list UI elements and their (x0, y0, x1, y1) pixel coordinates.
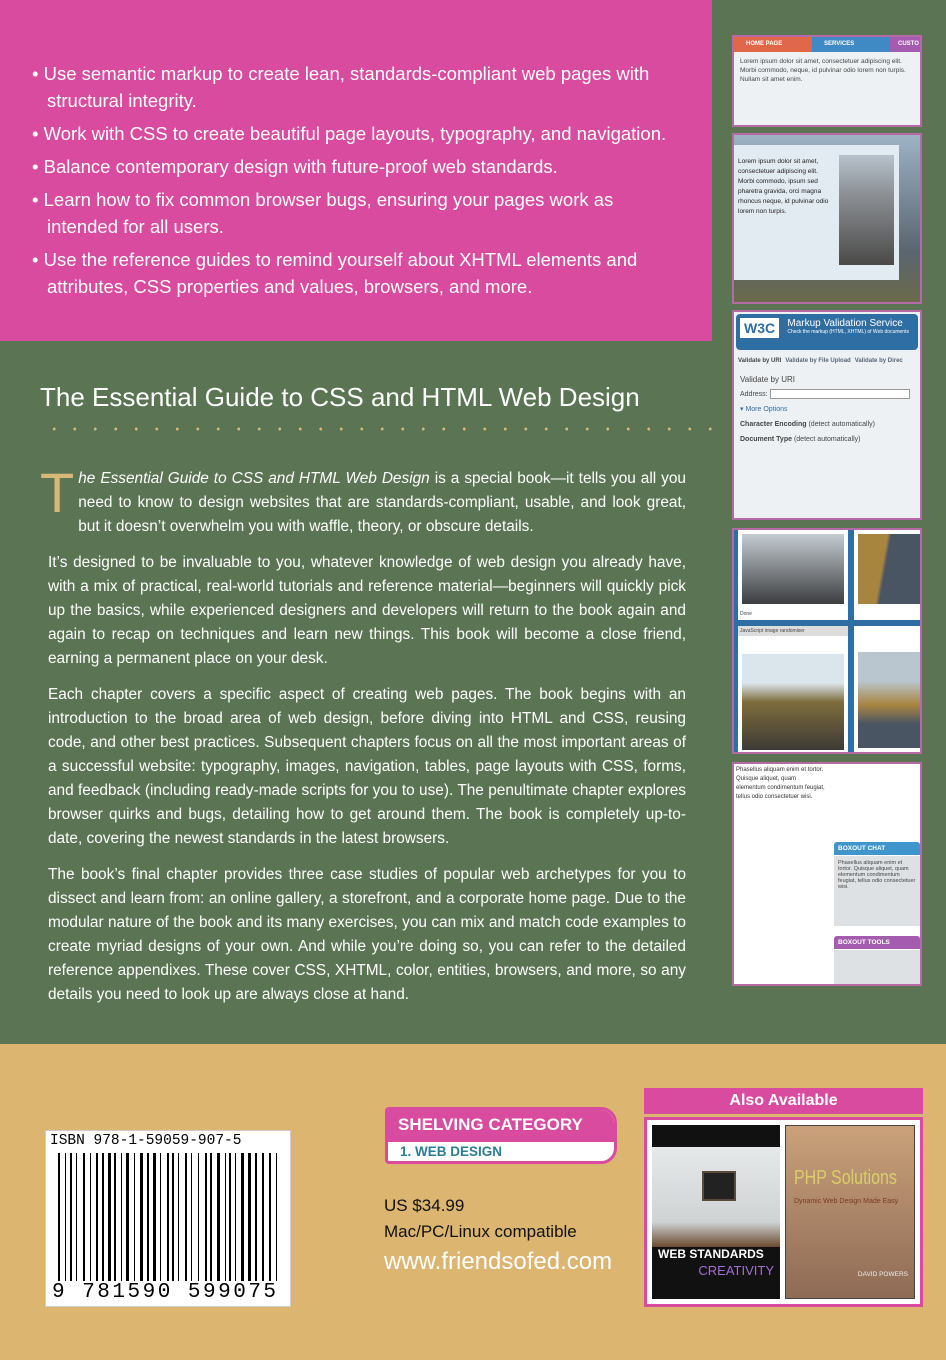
barcode-bar (253, 1153, 254, 1281)
paragraph: It’s designed to be invaluable to you, whatever knowledge of web design you already have, with a mix of practical, real-world tutorials and reference material—beginners will quickly pick up the basics, while experienced designers and developers will return to the book again and again to recap on techniques and learn new things. This book will become a close friend, earning a permanent place on your desk. (48, 554, 686, 667)
barcode-bar (276, 1153, 277, 1281)
barcode-bar (185, 1153, 187, 1281)
address-label: Address: (740, 391, 768, 398)
book2-title: PHP Solutions (794, 1167, 897, 1189)
thumb-text: Lorem ipsum dolor sit amet, consectetuer adipiscing elit. Morbi commodo, ipsum sed pharetra gravida, orci magna rhoncus neque, id pulvinar odio lorem non turpis. (738, 158, 829, 215)
barcode-bar (214, 1153, 216, 1281)
tab-home: HOME PAGE (734, 37, 812, 52)
features-panel (0, 0, 712, 341)
barcode-bar (114, 1153, 116, 1281)
barcode-bar (150, 1153, 152, 1281)
feature-item: • Learn how to fix common browser bugs, ensuring your pages work as intended for all users. (32, 189, 614, 237)
tab-file-upload: Validate by File Upload (785, 358, 851, 364)
barcode-bar (160, 1153, 161, 1281)
barcode-bar (130, 1153, 133, 1281)
barcode-bar (210, 1153, 212, 1281)
book-cover-php-solutions (785, 1125, 915, 1299)
barcode-bars (58, 1153, 280, 1281)
book2-subtitle: Dynamic Web Design Made Easy (794, 1198, 899, 1205)
barcode-bar (100, 1153, 101, 1281)
feature-item: • Work with CSS to create beautiful page layouts, typography, and navigation. (32, 123, 667, 144)
barcode-bar (105, 1153, 106, 1281)
tab-direct: Validate by Direc (854, 358, 903, 364)
barcode-bar (217, 1153, 220, 1281)
barcode-bar (102, 1153, 104, 1281)
encoding-value: (detect automatically) (808, 421, 875, 428)
boxout-tools: BOXOUT TOOLS (834, 936, 920, 949)
barcode-bar (73, 1153, 75, 1281)
barcode-bar (70, 1153, 72, 1281)
book1-title: WEB STANDARDS (658, 1247, 764, 1261)
boxout-text: Phasellus aliquam enim et tortor. Quisque aliquet, quam elementum condimentum feugiat, tellus odio consectetuer wisi. (834, 856, 920, 926)
publisher-url[interactable]: www.friendsofed.com (384, 1248, 613, 1275)
validator-title: Markup Validation Service (787, 318, 903, 329)
barcode-bar (258, 1153, 260, 1281)
screenshot-tabs (732, 35, 922, 127)
barcode-bar (205, 1153, 207, 1281)
screenshot-image-randomiser (732, 528, 922, 754)
barcode-bar (134, 1153, 135, 1281)
barcode-bar (269, 1153, 271, 1281)
validator-subtitle: Check the markup (HTML, XHTML) of Web documents (787, 329, 909, 335)
barcode-bar (140, 1153, 143, 1281)
price-block (384, 1193, 577, 1245)
barcode-bar (172, 1153, 174, 1281)
also-available (644, 1088, 923, 1308)
barcode-bar (92, 1153, 95, 1281)
barcode-bar (248, 1153, 251, 1281)
title-italic: he Essential Guide to CSS and HTML Web Design (78, 470, 430, 487)
barcode-bar (245, 1153, 247, 1281)
isbn-text: ISBN 978-1-59059-907-5 (50, 1133, 242, 1149)
paragraph: The book’s final chapter provides three case studies of popular web archetypes for you to dissect and learn from: an online gallery, a storefront, and a corporate home page. Due to the modular nature of the book and its many exercises, you can mix and match code examples to create myriad designs of your own. And while you’re doing so, you can refer to the detailed reference appendixes. These cover CSS, XHTML, color, entities, browsers, and more, so any details you need to look up are always close at hand. (48, 866, 686, 1003)
barcode-bar (225, 1153, 226, 1281)
barcode-bar (233, 1153, 234, 1281)
barcode-bar (198, 1153, 199, 1281)
book1-subtitle: CREATIVITY (698, 1263, 774, 1278)
screenshot-w3c-validator (732, 310, 922, 520)
boxout-chat: BOXOUT CHAT (834, 842, 920, 855)
tab-custom: CUSTO (890, 37, 920, 52)
screenshot-boxouts (732, 762, 922, 986)
barcode-bar (121, 1153, 122, 1281)
barcode-bar (158, 1153, 159, 1281)
paragraph: is a special book—it tells you all you need to know to design websites that are standards-compliant, usable, and look great, but it doesn’t overwhelm you with waffle, theory, or obscure details. (78, 470, 686, 535)
barcode-bar (112, 1153, 113, 1281)
barcode-bar (153, 1153, 156, 1281)
barcode-bar (137, 1153, 139, 1281)
barcode-bar (191, 1153, 192, 1281)
validate-heading: Validate by URI (740, 375, 795, 384)
feature-item: • Use semantic markup to create lean, standards-compliant web pages with structural integrity. (32, 63, 650, 111)
barcode-bar (178, 1153, 179, 1281)
barcode-bar (180, 1153, 183, 1281)
book2-author: DAVID POWERS (857, 1271, 908, 1278)
screenshot-overlay (732, 133, 922, 304)
barcode-bar (194, 1153, 197, 1281)
compatibility: Mac/PC/Linux compatible (384, 1222, 577, 1241)
tab-validate-uri: Validate by URI (738, 358, 782, 364)
feature-item: • Use the reference guides to remind yourself about XHTML elements and attributes, CSS properties and values, browsers, and more. (32, 249, 638, 297)
shelving-value: 1. WEB DESIGN (400, 1144, 503, 1159)
window-title: JavaScript image randomiser (738, 626, 848, 636)
barcode-bar (144, 1153, 145, 1281)
barcode-bar (265, 1153, 268, 1281)
barcode-bar (79, 1153, 82, 1281)
barcode-bar (86, 1153, 88, 1281)
isbn-barcode (45, 1130, 291, 1307)
barcode-bar (273, 1153, 275, 1281)
encoding-label: Character Encoding (740, 421, 807, 428)
shelving-heading: SHELVING CATEGORY (388, 1110, 614, 1142)
doctype-label: Document Type (740, 436, 792, 443)
barcode-bar (167, 1153, 169, 1281)
drop-cap: T (40, 461, 75, 524)
barcode-bar (237, 1153, 239, 1281)
barcode-bar (262, 1153, 264, 1281)
paragraph: Each chapter covers a specific aspect of creating web pages. The book begins with an introduction to the broad area of web design, before diving into HTML and CSS, reusing code, and other best practices. Subsequent chapters focus on all the most important areas of a successful website: typography, images, navigation, tables, page layouts with CSS, forms, and feedback (including ready-made scripts for you to use). The penultimate chapter explores browser quirks and bugs, detailing how to get around them. The book is completely up-to-date, covering the newest standards in the latest browsers. (48, 686, 686, 847)
also-available-heading: Also Available (644, 1088, 923, 1114)
barcode-bar (200, 1153, 203, 1281)
barcode-bar (221, 1153, 223, 1281)
w3c-logo: W3C (740, 318, 779, 338)
shelving-category (385, 1107, 617, 1164)
book-cover-web-standards (652, 1125, 780, 1299)
barcode-bar (65, 1153, 66, 1281)
tab-services: SERVICES (812, 37, 890, 52)
barcode-bar (123, 1153, 124, 1281)
landscape-photo (839, 155, 894, 265)
price: US $34.99 (384, 1196, 465, 1215)
barcode-bar (83, 1153, 85, 1281)
description-text (40, 461, 686, 1019)
ean-number: 9 781590 599075 (52, 1281, 279, 1304)
barcode-bar (118, 1153, 120, 1281)
barcode-bar (62, 1153, 64, 1281)
barcode-bar (76, 1153, 77, 1281)
barcode-bar (208, 1153, 209, 1281)
dotted-divider (44, 426, 716, 432)
feature-list (32, 60, 672, 306)
barcode-bar (147, 1153, 149, 1281)
barcode-bar (162, 1153, 165, 1281)
barcode-bar (227, 1153, 228, 1281)
doctype-value: (detect automatically) (793, 436, 861, 443)
feature-item: • Balance contemporary design with future-proof web standards. (32, 156, 558, 177)
barcode-bar (176, 1153, 177, 1281)
barcode-bar (229, 1153, 231, 1281)
barcode-bar (255, 1153, 257, 1281)
book-title: The Essential Guide to CSS and HTML Web Design (40, 382, 640, 412)
barcode-bar (188, 1153, 190, 1281)
thumb-text: Phasellus aliquam enim et tortor. Quisque aliquet, quam elementum condimentum feugiat, tellus odio consectetuer wisi. (736, 767, 825, 800)
barcode-bar (170, 1153, 171, 1281)
barcode-bar (108, 1153, 111, 1281)
barcode-bar (67, 1153, 68, 1281)
barcode-bar (96, 1153, 98, 1281)
barcode-bar (90, 1153, 91, 1281)
barcode-bar (126, 1153, 129, 1281)
barcode-bar (58, 1153, 60, 1281)
more-options: ▾ More Options (740, 406, 788, 413)
thumb-text: Lorem ipsum dolor sit amet, consectetuer adipiscing elit. Morbi commodo, neque, id pulvinar odio lorem non turpis. Nullam sit amet enim. (740, 58, 906, 83)
barcode-bar (241, 1153, 244, 1281)
barcode-bar (235, 1153, 236, 1281)
barcode-bar (278, 1153, 279, 1281)
status-done: Done (740, 611, 752, 617)
